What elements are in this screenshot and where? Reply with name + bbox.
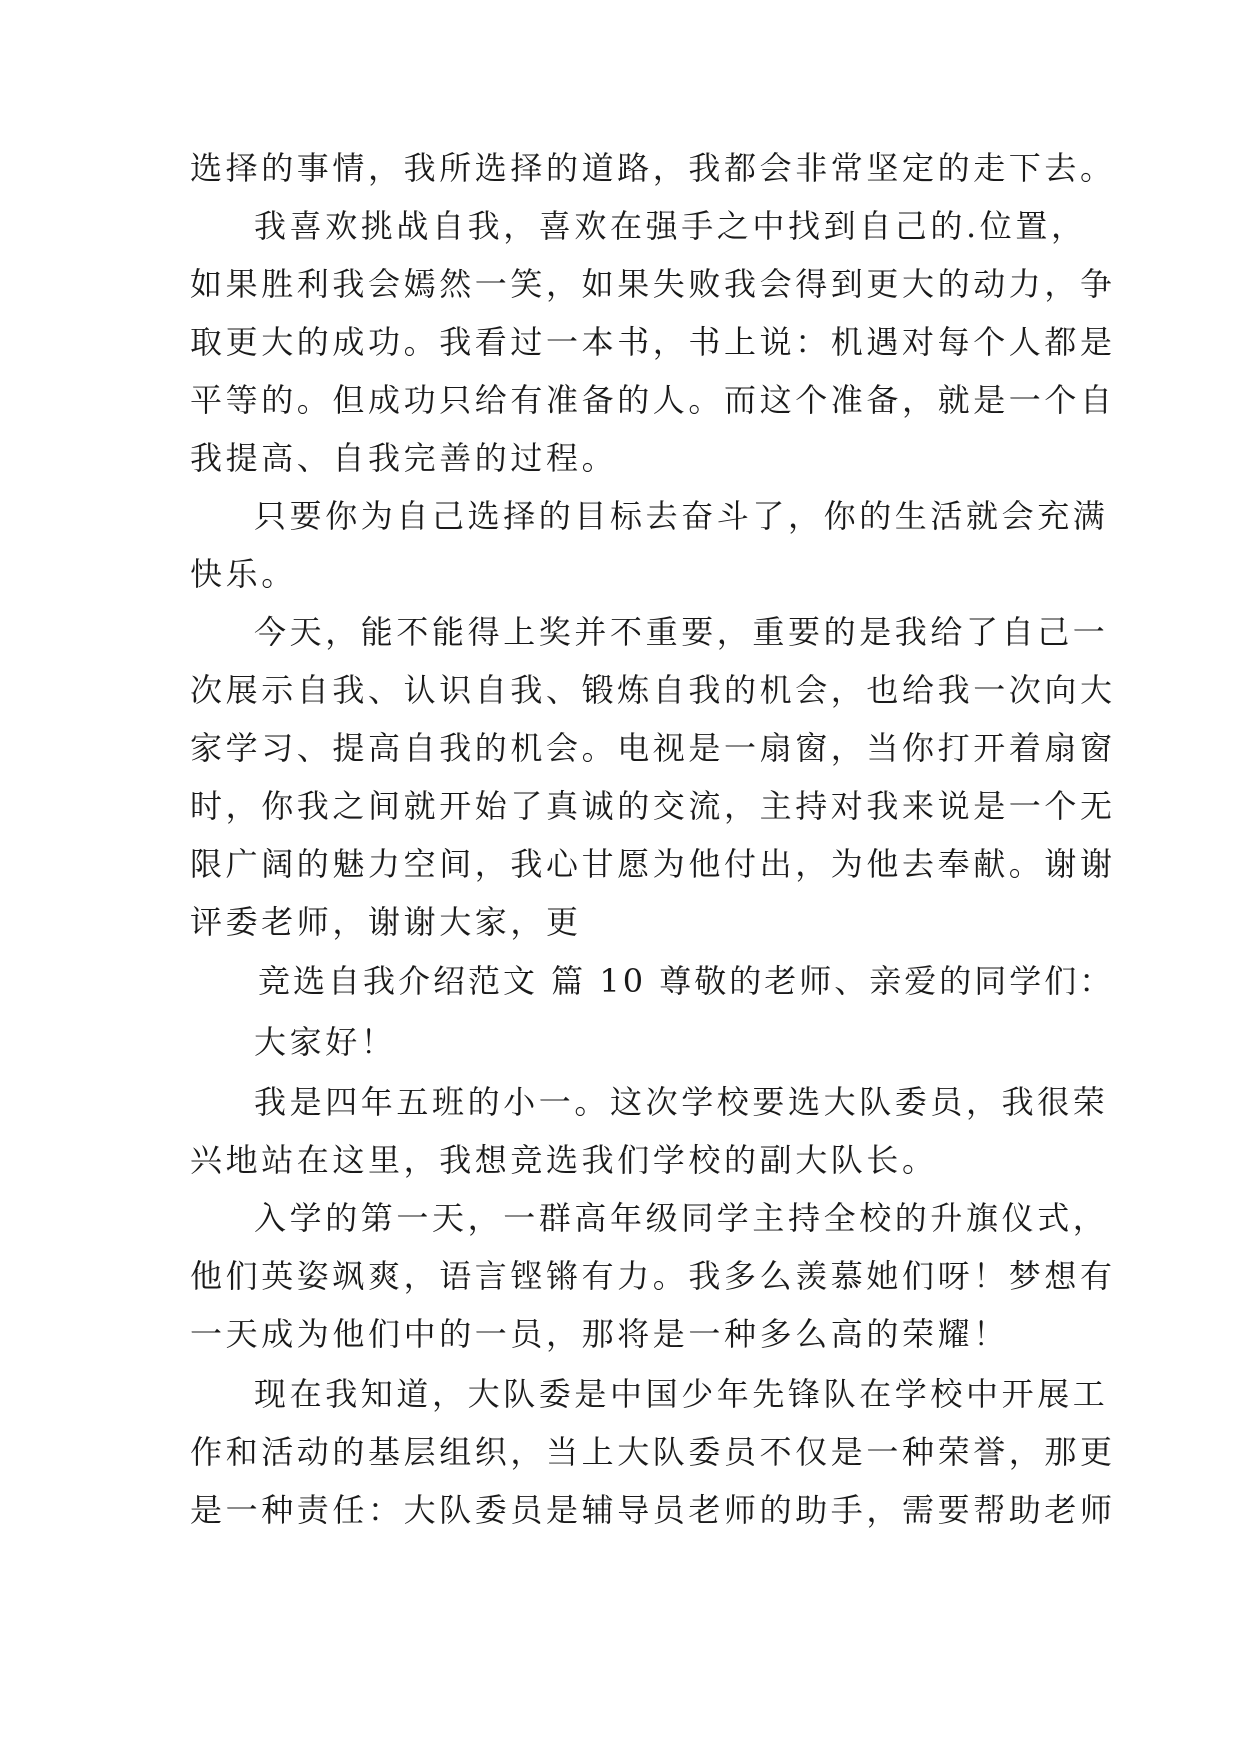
text-line: 我是四年五班的小一。这次学校要选大队委员，我很荣 — [254, 1083, 1109, 1121]
text-line: 家学习、提高自我的机会。电视是一扇窗，当你打开着扇窗 — [190, 729, 1116, 767]
text-line: 作和活动的基层组织，当上大队委员不仅是一种荣誉，那更 — [190, 1433, 1116, 1471]
text-line: 兴地站在这里，我想竞选我们学校的副大队长。 — [190, 1141, 938, 1179]
text-line: 现在我知道，大队委是中国少年先锋队在学校中开展工 — [254, 1375, 1109, 1413]
text-line: 选择的事情，我所选择的道路，我都会非常坚定的走下去。 — [190, 149, 1116, 187]
text-line: 限广阔的魅力空间，我心甘愿为他付出，为他去奉献。谢谢 — [190, 845, 1116, 883]
section-heading: 竞选自我介绍范文 篇 10 尊敬的老师、亲爱的同学们： — [258, 962, 1115, 1000]
text-line: 平等的。但成功只给有准备的人。而这个准备，就是一个自 — [190, 381, 1116, 419]
text-line: 只要你为自己选择的目标去奋斗了，你的生活就会充满 — [254, 497, 1109, 535]
greeting-line: 大家好！ — [254, 1023, 397, 1061]
text-line: 我喜欢挑战自我，喜欢在强手之中找到自己的.位置， — [254, 207, 1087, 245]
text-line: 我提高、自我完善的过程。 — [190, 439, 618, 477]
text-line: 如果胜利我会嫣然一笑，如果失败我会得到更大的动力，争 — [190, 265, 1116, 303]
text-line: 入学的第一天，一群高年级同学主持全校的升旗仪式， — [254, 1199, 1109, 1237]
text-line: 他们英姿飒爽，语言铿锵有力。我多么羡慕她们呀！梦想有 — [190, 1257, 1116, 1295]
text-line: 一天成为他们中的一员，那将是一种多么高的荣耀！ — [190, 1315, 1009, 1353]
text-line: 今天，能不能得上奖并不重要，重要的是我给了自己一 — [254, 613, 1109, 651]
text-line: 是一种责任：大队委员是辅导员老师的助手，需要帮助老师 — [190, 1491, 1116, 1529]
text-line: 取更大的成功。我看过一本书，书上说：机遇对每个人都是 — [190, 323, 1116, 361]
text-line: 快乐。 — [190, 555, 297, 593]
text-line: 时，你我之间就开始了真诚的交流，主持对我来说是一个无 — [190, 787, 1116, 825]
text-line: 评委老师，谢谢大家，更 — [190, 903, 582, 941]
text-line: 次展示自我、认识自我、锻炼自我的机会，也给我一次向大 — [190, 671, 1116, 709]
